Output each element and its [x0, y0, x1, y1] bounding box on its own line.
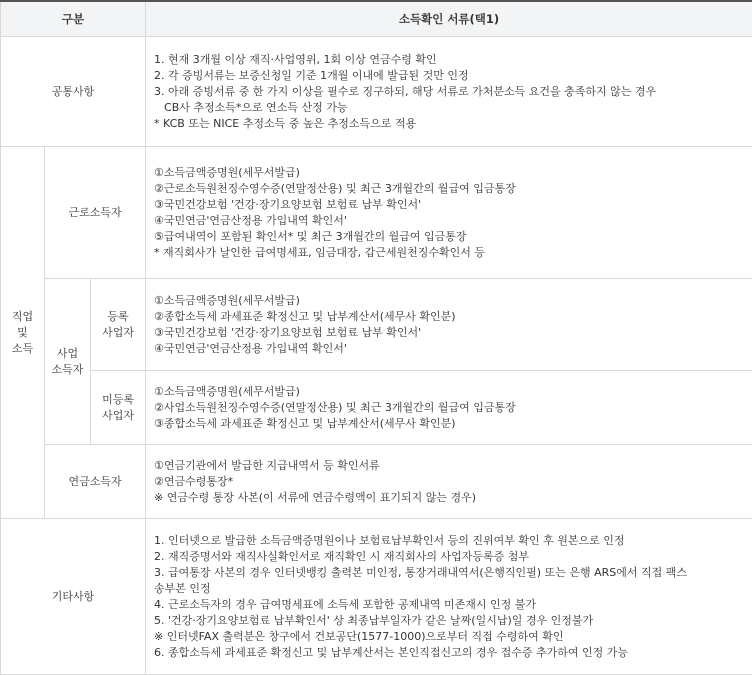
- unregistered-label-line: 사업자: [91, 408, 145, 424]
- header-documents: 소득확인 서류(택1): [146, 1, 752, 37]
- list-item: 2. 각 증빙서류는 보증신청일 기준 1개월 이내에 발급된 것만 인정: [154, 68, 746, 84]
- unregistered-label-line: 미등록: [91, 392, 145, 408]
- etc-row: [1, 519, 752, 675]
- common-label: 공통사항: [1, 37, 146, 147]
- list-item: ①소득금액증명원(세무서발급): [154, 165, 746, 181]
- common-row: [1, 37, 752, 147]
- list-item: 6. 종합소득세 과세표준 확정신고 및 납부계산서는 본인직접신고의 경우 접수증 추가하여 인정 가능: [154, 645, 746, 661]
- list-item: ③종합소득세 과세표준 확정신고 및 납부계산서(세무사 확인분): [154, 416, 746, 432]
- table-header-row: [1, 1, 752, 37]
- list-item: ③국민건강보험 '건강·장기요양보험 보험료 납부 확인서': [154, 325, 746, 341]
- list-item: ④국민연금'연금산정용 가입내역 확인서': [154, 341, 746, 357]
- list-item: ①연금기관에서 발급한 지급내역서 등 확인서류: [154, 458, 746, 474]
- list-item: * KCB 또는 NICE 추정소득 중 높은 추정소득으로 적용: [154, 116, 746, 132]
- business-label-line: 소득자: [45, 362, 90, 378]
- list-item: 2. 재직증명서와 재직사실확인서로 재직확인 시 재직회사의 사업자등록증 첨부: [154, 549, 746, 565]
- unregistered-business-content: [146, 371, 752, 445]
- list-item: 송부본 인정: [154, 581, 746, 597]
- list-item: ②연금수령통장*: [154, 474, 746, 490]
- list-item: 5. '건강·장기요양보험료 납부확인서' 상 최종납부일자가 같은 날짜(일시납)일 경우 인정불가: [154, 613, 746, 629]
- list-item: ②종합소득세 과세표준 확정신고 및 납부계산서(세무사 확인분): [154, 309, 746, 325]
- employee-label: 근로소득자: [45, 147, 146, 279]
- business-label: [45, 279, 91, 445]
- unregistered-business-label: [91, 371, 146, 445]
- list-item: ④국민연금'연금산정용 가입내역 확인서': [154, 213, 746, 229]
- pension-content: [146, 445, 752, 519]
- list-item: ③국민건강보험 '건강·장기요양보험 보험료 납부 확인서': [154, 197, 746, 213]
- job-income-label: [1, 147, 45, 519]
- list-item: ※ 연금수령 통장 사본(이 서류에 연금수령액이 표기되지 않는 경우): [154, 490, 746, 506]
- header-category: 구분: [1, 1, 146, 37]
- list-item: 4. 근로소득자의 경우 급여명세표에 소득세 포함한 공제내역 미존재시 인정 불가: [154, 597, 746, 613]
- registered-business-row: [1, 279, 752, 371]
- list-item: ⑤급여내역이 포함된 확인서* 및 최근 3개월간의 월급여 입금통장: [154, 229, 746, 245]
- job-label-line: 직업: [1, 309, 44, 325]
- list-item: 1. 현재 3개월 이상 재직·사업영위, 1회 이상 연금수령 확인: [154, 52, 746, 68]
- pension-row: [1, 445, 752, 519]
- common-content: [146, 37, 752, 147]
- registered-label-line: 사업자: [91, 325, 145, 341]
- list-item: ※ 인터넷FAX 출력분은 창구에서 건보공단(1577-1000)으로부터 직접 수령하여 확인: [154, 629, 746, 645]
- pension-label: 연금소득자: [45, 445, 146, 519]
- list-item: * 재직회사가 날인한 급여명세표, 임금대장, 갑근세원천징수확인서 등: [154, 245, 746, 261]
- list-item: ①소득금액증명원(세무서발급): [154, 384, 746, 400]
- registered-business-content: [146, 279, 752, 371]
- etc-label: 기타사항: [1, 519, 146, 675]
- list-item: 3. 급여통장 사본의 경우 인터넷뱅킹 출력본 미인정, 통장거래내역서(은행직인필) 또는 은행 ARS에서 직접 팩스: [154, 565, 746, 581]
- list-item: CB사 추정소득*으로 연소득 산정 가능: [154, 100, 746, 116]
- unregistered-business-row: [1, 371, 752, 445]
- employee-row: [1, 147, 752, 279]
- list-item: 1. 인터넷으로 발급한 소득금액증명원이나 보험료납부확인서 등의 진위여부 확인 후 원본으로 인정: [154, 533, 746, 549]
- job-label-line: 소득: [1, 341, 44, 357]
- business-label-line: 사업: [45, 346, 90, 362]
- list-item: 3. 아래 증빙서류 중 한 가지 이상을 필수로 징구하되, 해당 서류로 가처분소득 요건을 충족하지 않는 경우: [154, 84, 746, 100]
- list-item: ①소득금액증명원(세무서발급): [154, 293, 746, 309]
- list-item: ②사업소득원천징수영수증(연말정산용) 및 최근 3개월간의 월급여 입금통장: [154, 400, 746, 416]
- employee-content: [146, 147, 752, 279]
- list-item: ②근로소득원천징수영수증(연말정산용) 및 최근 3개월간의 월급여 입금통장: [154, 181, 746, 197]
- etc-content: [146, 519, 752, 675]
- registered-label-line: 등록: [91, 309, 145, 325]
- registered-business-label: [91, 279, 146, 371]
- job-label-line: 및: [1, 325, 44, 341]
